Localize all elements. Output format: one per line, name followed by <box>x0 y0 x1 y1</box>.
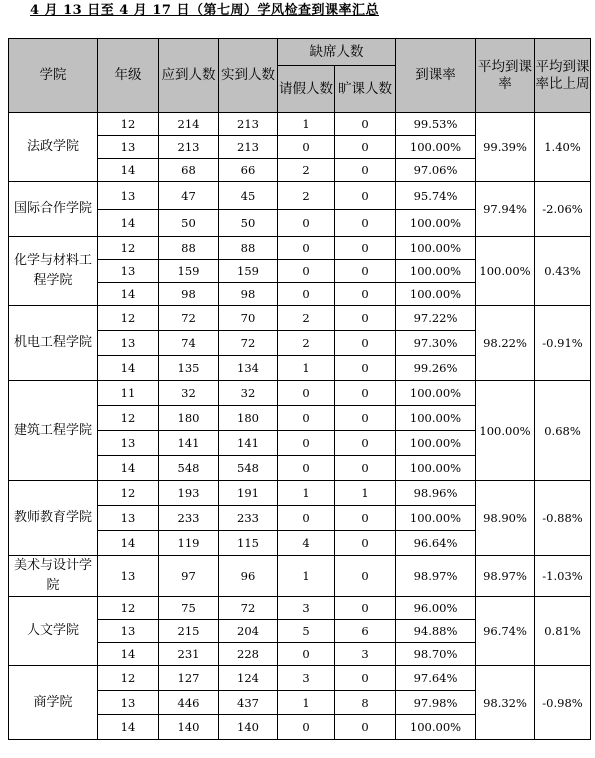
header-rate: 到课率 <box>396 39 476 113</box>
rate-cell: 99.26% <box>396 356 476 381</box>
leave-cell: 0 <box>278 406 335 431</box>
grade-cell: 13 <box>98 691 159 715</box>
actual-cell: 32 <box>219 381 278 406</box>
report-title: 4 月 13 日至 4 月 17 日（第七周）学风检查到课率汇总 <box>30 3 379 18</box>
leave-cell: 2 <box>278 331 335 356</box>
header-truant: 旷课人数 <box>335 66 396 113</box>
truant-cell: 0 <box>335 136 396 159</box>
truant-cell: 0 <box>335 531 396 556</box>
college-name: 人文学院 <box>9 597 98 666</box>
leave-cell: 4 <box>278 531 335 556</box>
rate-cell: 94.88% <box>396 620 476 643</box>
week-change-cell: 0.43% <box>535 237 591 306</box>
rate-cell: 96.64% <box>396 531 476 556</box>
average-rate-cell: 99.39% <box>476 113 535 182</box>
actual-cell: 213 <box>219 136 278 159</box>
leave-cell: 1 <box>278 356 335 381</box>
expected-cell: 231 <box>159 643 219 666</box>
leave-cell: 0 <box>278 431 335 456</box>
grade-cell: 14 <box>98 456 159 481</box>
rate-cell: 100.00% <box>396 506 476 531</box>
table-row <box>9 381 591 406</box>
expected-cell: 215 <box>159 620 219 643</box>
expected-cell: 180 <box>159 406 219 431</box>
leave-cell: 0 <box>278 237 335 260</box>
header-expected: 应到人数 <box>159 39 219 113</box>
table-row <box>9 556 591 597</box>
leave-cell: 2 <box>278 159 335 182</box>
leave-cell: 2 <box>278 306 335 331</box>
rate-cell: 97.30% <box>396 331 476 356</box>
attendance-summary-table <box>8 38 591 740</box>
rate-cell: 97.64% <box>396 666 476 691</box>
week-change-cell: -2.06% <box>535 182 591 237</box>
table-row <box>9 237 591 260</box>
average-rate-cell: 100.00% <box>476 237 535 306</box>
leave-cell: 0 <box>278 381 335 406</box>
leave-cell: 1 <box>278 481 335 506</box>
header-absent-group: 缺席人数 <box>278 39 396 66</box>
truant-cell: 0 <box>335 356 396 381</box>
college-name: 教师教育学院 <box>9 481 98 556</box>
header-grade: 年级 <box>98 39 159 113</box>
week-change-cell: 1.40% <box>535 113 591 182</box>
college-name: 商学院 <box>9 666 98 740</box>
grade-cell: 12 <box>98 597 159 620</box>
leave-cell: 2 <box>278 182 335 210</box>
actual-cell: 115 <box>219 531 278 556</box>
truant-cell: 0 <box>335 306 396 331</box>
grade-cell: 12 <box>98 481 159 506</box>
expected-cell: 75 <box>159 597 219 620</box>
rate-cell: 100.00% <box>396 406 476 431</box>
actual-cell: 191 <box>219 481 278 506</box>
truant-cell: 0 <box>335 331 396 356</box>
rate-cell: 100.00% <box>396 283 476 306</box>
grade-cell: 13 <box>98 620 159 643</box>
leave-cell: 0 <box>278 283 335 306</box>
leave-cell: 3 <box>278 597 335 620</box>
truant-cell: 0 <box>335 715 396 740</box>
header-leave: 请假人数 <box>278 66 335 113</box>
expected-cell: 135 <box>159 356 219 381</box>
college-name: 机电工程学院 <box>9 306 98 381</box>
truant-cell: 0 <box>335 159 396 182</box>
table-row <box>9 481 591 506</box>
expected-cell: 97 <box>159 556 219 597</box>
truant-cell: 0 <box>335 283 396 306</box>
expected-cell: 548 <box>159 456 219 481</box>
expected-cell: 141 <box>159 431 219 456</box>
leave-cell: 1 <box>278 113 335 136</box>
actual-cell: 213 <box>219 113 278 136</box>
grade-cell: 12 <box>98 666 159 691</box>
grade-cell: 12 <box>98 237 159 260</box>
actual-cell: 72 <box>219 331 278 356</box>
expected-cell: 213 <box>159 136 219 159</box>
actual-cell: 437 <box>219 691 278 715</box>
actual-cell: 134 <box>219 356 278 381</box>
grade-cell: 13 <box>98 260 159 283</box>
leave-cell: 0 <box>278 715 335 740</box>
grade-cell: 13 <box>98 331 159 356</box>
rate-cell: 97.06% <box>396 159 476 182</box>
rate-cell: 100.00% <box>396 381 476 406</box>
truant-cell: 0 <box>335 506 396 531</box>
truant-cell: 0 <box>335 381 396 406</box>
college-name: 国际合作学院 <box>9 182 98 237</box>
grade-cell: 13 <box>98 431 159 456</box>
header-actual: 实到人数 <box>219 39 278 113</box>
week-change-cell: -0.98% <box>535 666 591 740</box>
college-name: 化学与材料工程学院 <box>9 237 98 306</box>
rate-cell: 97.98% <box>396 691 476 715</box>
expected-cell: 98 <box>159 283 219 306</box>
rate-cell: 98.70% <box>396 643 476 666</box>
expected-cell: 50 <box>159 210 219 237</box>
actual-cell: 98 <box>219 283 278 306</box>
grade-cell: 14 <box>98 715 159 740</box>
expected-cell: 88 <box>159 237 219 260</box>
grade-cell: 14 <box>98 210 159 237</box>
expected-cell: 68 <box>159 159 219 182</box>
truant-cell: 0 <box>335 113 396 136</box>
grade-cell: 14 <box>98 531 159 556</box>
week-change-cell: -1.03% <box>535 556 591 597</box>
truant-cell: 0 <box>335 597 396 620</box>
leave-cell: 0 <box>278 260 335 283</box>
grade-cell: 12 <box>98 113 159 136</box>
grade-cell: 14 <box>98 159 159 182</box>
expected-cell: 193 <box>159 481 219 506</box>
college-name: 法政学院 <box>9 113 98 182</box>
rate-cell: 95.74% <box>396 182 476 210</box>
header-average-vs-last-week: 平均到课率比上周 <box>535 39 591 113</box>
grade-cell: 12 <box>98 306 159 331</box>
expected-cell: 119 <box>159 531 219 556</box>
expected-cell: 72 <box>159 306 219 331</box>
college-name: 美术与设计学院 <box>9 556 98 597</box>
table-row <box>9 182 591 210</box>
truant-cell: 6 <box>335 620 396 643</box>
truant-cell: 0 <box>335 237 396 260</box>
actual-cell: 88 <box>219 237 278 260</box>
expected-cell: 214 <box>159 113 219 136</box>
expected-cell: 127 <box>159 666 219 691</box>
leave-cell: 1 <box>278 691 335 715</box>
truant-cell: 1 <box>335 481 396 506</box>
truant-cell: 0 <box>335 556 396 597</box>
expected-cell: 74 <box>159 331 219 356</box>
week-change-cell: 0.81% <box>535 597 591 666</box>
expected-cell: 159 <box>159 260 219 283</box>
rate-cell: 100.00% <box>396 456 476 481</box>
truant-cell: 0 <box>335 210 396 237</box>
grade-cell: 13 <box>98 182 159 210</box>
grade-cell: 11 <box>98 381 159 406</box>
average-rate-cell: 97.94% <box>476 182 535 237</box>
truant-cell: 0 <box>335 456 396 481</box>
average-rate-cell: 98.90% <box>476 481 535 556</box>
average-rate-cell: 96.74% <box>476 597 535 666</box>
truant-cell: 0 <box>335 260 396 283</box>
grade-cell: 13 <box>98 506 159 531</box>
actual-cell: 72 <box>219 597 278 620</box>
actual-cell: 228 <box>219 643 278 666</box>
truant-cell: 8 <box>335 691 396 715</box>
rate-cell: 98.97% <box>396 556 476 597</box>
actual-cell: 548 <box>219 456 278 481</box>
truant-cell: 0 <box>335 182 396 210</box>
expected-cell: 140 <box>159 715 219 740</box>
actual-cell: 233 <box>219 506 278 531</box>
grade-cell: 14 <box>98 643 159 666</box>
rate-cell: 96.00% <box>396 597 476 620</box>
truant-cell: 0 <box>335 431 396 456</box>
actual-cell: 50 <box>219 210 278 237</box>
college-name: 建筑工程学院 <box>9 381 98 481</box>
rate-cell: 100.00% <box>396 136 476 159</box>
leave-cell: 0 <box>278 506 335 531</box>
actual-cell: 204 <box>219 620 278 643</box>
leave-cell: 1 <box>278 556 335 597</box>
table-row <box>9 666 591 691</box>
table-row <box>9 113 591 136</box>
rate-cell: 100.00% <box>396 715 476 740</box>
leave-cell: 0 <box>278 210 335 237</box>
actual-cell: 141 <box>219 431 278 456</box>
leave-cell: 0 <box>278 456 335 481</box>
table-row <box>9 597 591 620</box>
expected-cell: 446 <box>159 691 219 715</box>
grade-cell: 14 <box>98 283 159 306</box>
expected-cell: 32 <box>159 381 219 406</box>
actual-cell: 140 <box>219 715 278 740</box>
leave-cell: 0 <box>278 136 335 159</box>
week-change-cell: 0.68% <box>535 381 591 481</box>
average-rate-cell: 100.00% <box>476 381 535 481</box>
average-rate-cell: 98.32% <box>476 666 535 740</box>
grade-cell: 12 <box>98 406 159 431</box>
actual-cell: 96 <box>219 556 278 597</box>
actual-cell: 159 <box>219 260 278 283</box>
average-rate-cell: 98.22% <box>476 306 535 381</box>
actual-cell: 45 <box>219 182 278 210</box>
leave-cell: 0 <box>278 643 335 666</box>
grade-cell: 13 <box>98 136 159 159</box>
week-change-cell: -0.91% <box>535 306 591 381</box>
actual-cell: 180 <box>219 406 278 431</box>
expected-cell: 47 <box>159 182 219 210</box>
week-change-cell: -0.88% <box>535 481 591 556</box>
truant-cell: 0 <box>335 666 396 691</box>
truant-cell: 0 <box>335 406 396 431</box>
expected-cell: 233 <box>159 506 219 531</box>
rate-cell: 99.53% <box>396 113 476 136</box>
rate-cell: 98.96% <box>396 481 476 506</box>
rate-cell: 100.00% <box>396 260 476 283</box>
rate-cell: 100.00% <box>396 210 476 237</box>
grade-cell: 13 <box>98 556 159 597</box>
header-college: 学院 <box>9 39 98 113</box>
actual-cell: 124 <box>219 666 278 691</box>
table-row <box>9 306 591 331</box>
average-rate-cell: 98.97% <box>476 556 535 597</box>
leave-cell: 3 <box>278 666 335 691</box>
grade-cell: 14 <box>98 356 159 381</box>
rate-cell: 100.00% <box>396 237 476 260</box>
rate-cell: 97.22% <box>396 306 476 331</box>
actual-cell: 66 <box>219 159 278 182</box>
header-average-rate: 平均到课率 <box>476 39 535 113</box>
truant-cell: 3 <box>335 643 396 666</box>
rate-cell: 100.00% <box>396 431 476 456</box>
leave-cell: 5 <box>278 620 335 643</box>
actual-cell: 70 <box>219 306 278 331</box>
